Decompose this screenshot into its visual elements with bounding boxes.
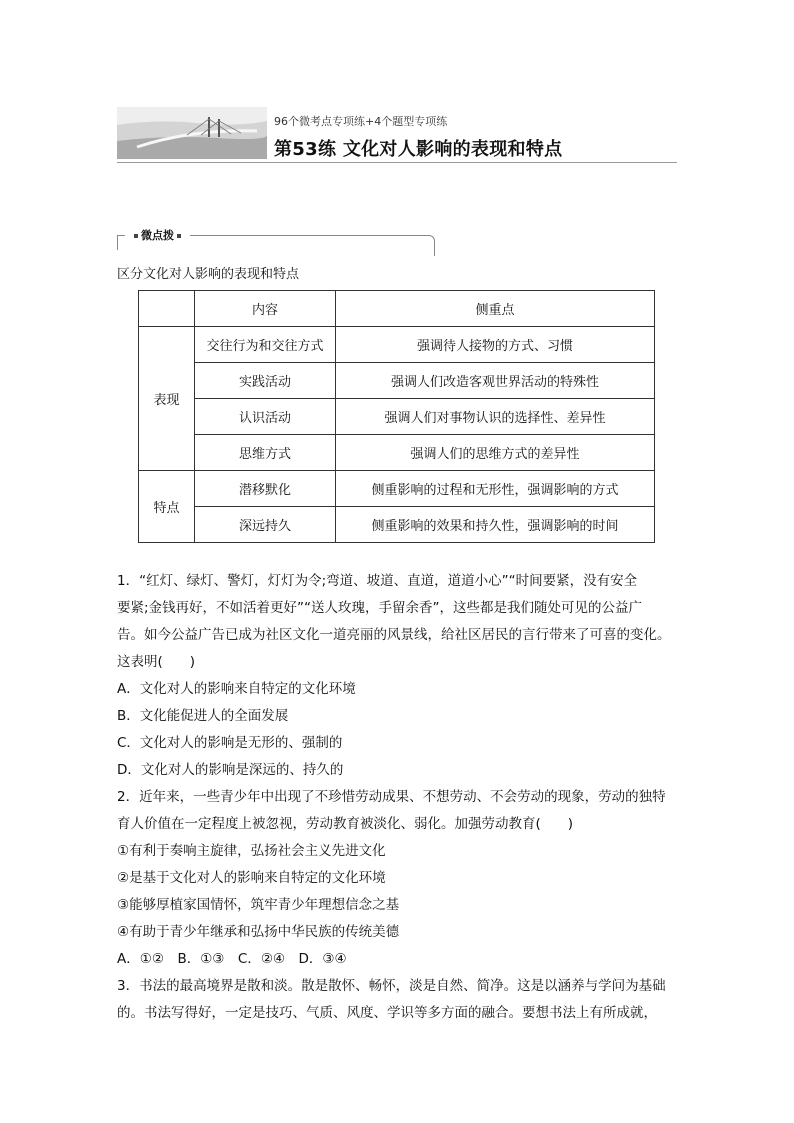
question-2-statement-2: ②是基于文化对人的影响来自特定的文化环境 <box>117 870 386 886</box>
question-2-stem-line: 育人价值在一定程度上被忽视，劳动教育被淡化、弱化。加强劳动教育( ) <box>117 816 574 832</box>
table-cell-focus: 强调人们对事物认识的选择性、差异性 <box>336 399 655 435</box>
question-2-statement-3: ③能够厚植家国情怀，筑牢青少年理想信念之基 <box>117 897 400 913</box>
table-cell-content: 实践活动 <box>195 363 336 399</box>
question-list <box>117 568 682 1027</box>
question-1-option-c: C．文化对人的影响是无形的、强制的 <box>117 735 343 751</box>
question-2-stem-line: 2．近年来，一些青少年中出现了不珍惜劳动成果、不想劳动、不会劳动的现象，劳动的独特 <box>117 789 666 805</box>
table-row <box>139 435 655 471</box>
question-2-choices: A．①② B．①③ C．②④ D．③④ <box>117 951 347 967</box>
table-header-cell: 内容 <box>195 291 336 327</box>
question-1-stem-line: 要紧;金钱再好，不如活着更好”“送人玫瑰，手留余香”，这些都是我们随处可见的公益广 <box>117 600 643 616</box>
table-header-blank <box>139 291 195 327</box>
question-1-option-a: A．文化对人的影响来自特定的文化环境 <box>117 681 356 697</box>
table-cell-focus: 强调人们改造客观世界活动的特殊性 <box>336 363 655 399</box>
bridge-illustration <box>117 107 267 159</box>
tip-label-text: 微点拨 <box>141 229 174 242</box>
table-cell-focus: 强调人们的思维方式的差异性 <box>336 435 655 471</box>
question-2-statement-1: ①有利于奏响主旋律，弘扬社会主义先进文化 <box>117 843 386 859</box>
square-bullet-icon <box>134 234 138 238</box>
tip-section-frame <box>117 229 435 256</box>
table-header-row <box>139 291 655 327</box>
table-row <box>139 507 655 543</box>
table-row <box>139 471 655 507</box>
series-subtitle: 96个微考点专项练+4个题型专项练 <box>274 115 448 128</box>
table-cell-focus: 侧重影响的效果和持久性，强调影响的时间 <box>336 507 655 543</box>
question-3-stem-line: 的。书法写得好，一定是技巧、气质、风度、学识等多方面的融合。要想书法上有所成就， <box>117 1005 657 1021</box>
table-cell-content: 交往行为和交往方式 <box>195 327 336 363</box>
table-row <box>139 327 655 363</box>
question-1-option-d: D．文化对人的影响是深远的、持久的 <box>117 762 344 778</box>
table-group-cell: 特点 <box>139 471 195 543</box>
page-title: 第53练 文化对人影响的表现和特点 <box>274 139 563 160</box>
tip-frame-corner <box>117 236 124 250</box>
question-3-stem-line: 3．书法的最高境界是散和淡。散是散怀、畅怀，淡是自然、简净。这是以涵养与学问为基础 <box>117 978 666 994</box>
table-cell-content: 深远持久 <box>195 507 336 543</box>
table-row <box>139 399 655 435</box>
table-cell-focus: 强调待人接物的方式、习惯 <box>336 327 655 363</box>
table-header-cell: 侧重点 <box>336 291 655 327</box>
tip-label <box>125 227 190 243</box>
question-1-stem-line: 这表明( ) <box>117 654 196 670</box>
table-cell-content: 认识活动 <box>195 399 336 435</box>
header-banner-image <box>117 107 267 159</box>
question-1-stem-line: 1．“红灯、绿灯、警灯，灯灯为令;弯道、坡道、直道，道道小心”“时间要紧，没有安全 <box>117 573 638 589</box>
square-bullet-icon <box>177 234 181 238</box>
table-title: 区分文化对人影响的表现和特点 <box>117 267 300 282</box>
table-cell-focus: 侧重影响的过程和无形性，强调影响的方式 <box>336 471 655 507</box>
table-cell-content: 潜移默化 <box>195 471 336 507</box>
table-cell-content: 思维方式 <box>195 435 336 471</box>
question-1-option-b: B．文化能促进人的全面发展 <box>117 708 289 724</box>
question-1-stem-line: 告。如今公益广告已成为社区文化一道亮丽的风景线，给社区居民的言行带来了可喜的变化。 <box>117 627 671 643</box>
table-group-cell: 表现 <box>139 327 195 471</box>
influence-table <box>138 290 655 543</box>
question-2-statement-4: ④有助于青少年继承和弘扬中华民族的传统美德 <box>117 924 400 940</box>
header-divider <box>117 162 677 163</box>
table-row <box>139 363 655 399</box>
